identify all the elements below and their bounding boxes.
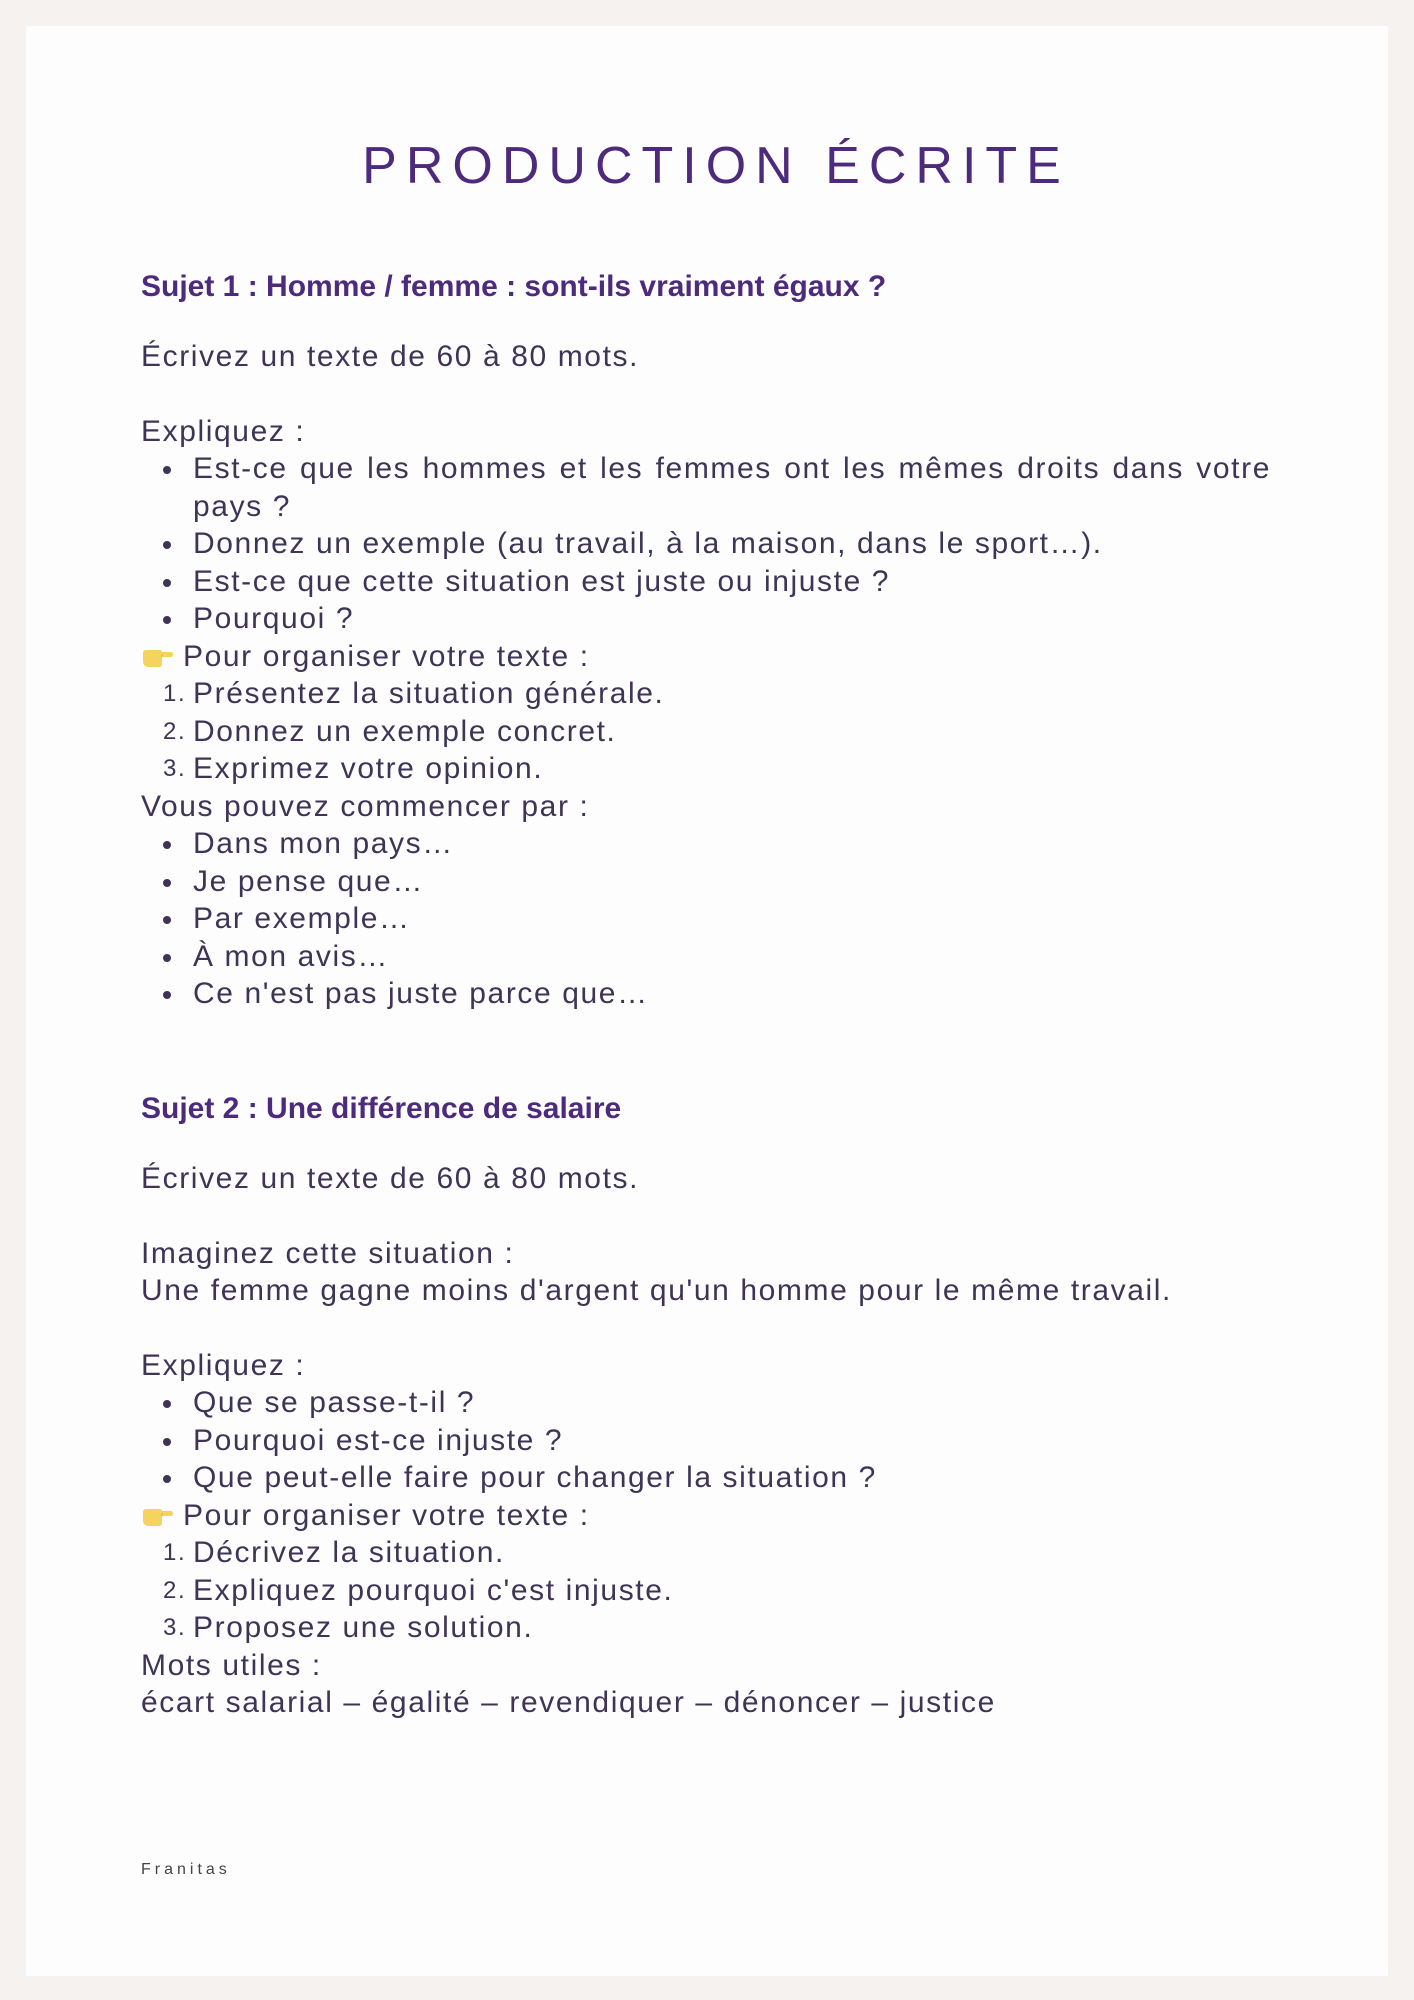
bullet-icon [163,579,171,587]
subject-1-organize-hint [141,638,1271,676]
subject-2-imagine-label: Imaginez cette situation : [141,1236,515,1270]
subject-2-steps [141,1534,1271,1647]
subject-2-section [141,1086,1271,1722]
list-item [141,563,1271,601]
step-number: 2. [163,1576,187,1604]
subject-1-heading: Sujet 1 : Homme / femme : sont-ils vraiment égaux ? [141,270,887,303]
list-item [141,750,1271,788]
subject-2-organize-label: Pour organiser votre texte : [183,1498,590,1532]
list-item-text: Expliquez pourquoi c'est injuste. [193,1573,674,1607]
list-item-text: Décrivez la situation. [193,1536,505,1569]
bullet-icon [163,879,171,887]
bullet-icon [163,954,171,962]
list-item [141,863,1271,901]
list-item [141,975,1271,1013]
list-item-text: Est-ce que cette situation est juste ou injuste ? [193,564,891,598]
list-item-text: Je pense que… [193,864,424,898]
list-item [141,825,1271,863]
list-item [141,900,1271,938]
list-item [141,1459,1271,1497]
subject-1-start-label: Vous pouvez commencer par : [141,789,590,823]
subject-2-explain-list [141,1384,1271,1497]
list-item [141,1572,1271,1610]
bullet-icon [163,616,171,624]
subject-1-starters-list [141,825,1271,1013]
subject-2-words-label: Mots utiles : [141,1648,322,1682]
list-item-text: Que peut-elle faire pour changer la situation ? [193,1461,877,1494]
step-number: 3. [163,1614,187,1641]
list-item-text: Pourquoi est-ce injuste ? [193,1423,564,1457]
list-item [141,713,1271,751]
document-page [26,26,1388,1976]
list-item-text: Proposez une solution. [193,1611,534,1644]
list-item-text: Présentez la situation générale. [193,677,665,710]
bullet-icon [163,1400,171,1408]
subject-2-words: écart salarial – égalité – revendiquer – dénoncer – justice [141,1686,996,1719]
pointing-hand-icon [141,1502,173,1528]
list-item [141,450,1271,525]
list-item [141,675,1271,713]
subject-1-steps [141,675,1271,788]
bullet-icon [163,841,171,849]
bullet-icon [163,1438,171,1446]
subject-2-heading: Sujet 2 : Une différence de salaire [141,1092,622,1125]
step-number: 1. [163,1539,187,1566]
step-number: 3. [163,755,187,782]
subject-1-instruction: Écrivez un texte de 60 à 80 mots. [141,340,640,373]
list-item [141,1384,1271,1422]
bullet-icon [163,466,171,474]
subject-1-section [141,264,1271,1013]
subject-2-explain-label: Expliquez : [141,1348,306,1382]
page-title: PRODUCTION ÉCRITE [362,137,1070,195]
list-item-text: Exprimez votre opinion. [193,752,544,785]
list-item [141,1534,1271,1572]
list-item [141,525,1271,563]
list-item-text: Ce n'est pas juste parce que… [193,977,649,1010]
list-item [141,1609,1271,1647]
footer-brand: Franitas [141,1861,231,1878]
list-item [141,938,1271,976]
list-item-text: Par exemple… [193,902,411,935]
list-item-text: Pourquoi ? [193,602,355,635]
list-item-text: Que se passe-t-il ? [193,1386,476,1419]
subject-1-explain-label: Expliquez : [141,414,306,448]
bullet-icon [163,1475,171,1483]
list-item-text: Est-ce que les hommes et les femmes ont les mêmes droits dans votre pays ? [193,452,1271,523]
subject-2-situation: Une femme gagne moins d'argent qu'un homme pour le même travail. [141,1274,1172,1307]
list-item-text: Dans mon pays… [193,827,454,860]
list-item-text: À mon avis… [193,939,389,973]
subject-2-organize-hint [141,1497,1271,1535]
step-number: 2. [163,717,187,745]
bullet-icon [163,541,171,549]
subject-2-instruction: Écrivez un texte de 60 à 80 mots. [141,1162,640,1195]
bullet-icon [163,991,171,999]
step-number: 1. [163,680,187,707]
list-item-text: Donnez un exemple (au travail, à la maison, dans le sport…). [193,527,1103,560]
subject-1-explain-list [141,450,1271,638]
bullet-icon [163,916,171,924]
pointing-hand-icon [141,643,173,669]
list-item [141,1422,1271,1460]
list-item [141,600,1271,638]
list-item-text: Donnez un exemple concret. [193,714,617,748]
subject-1-organize-label: Pour organiser votre texte : [183,639,590,673]
